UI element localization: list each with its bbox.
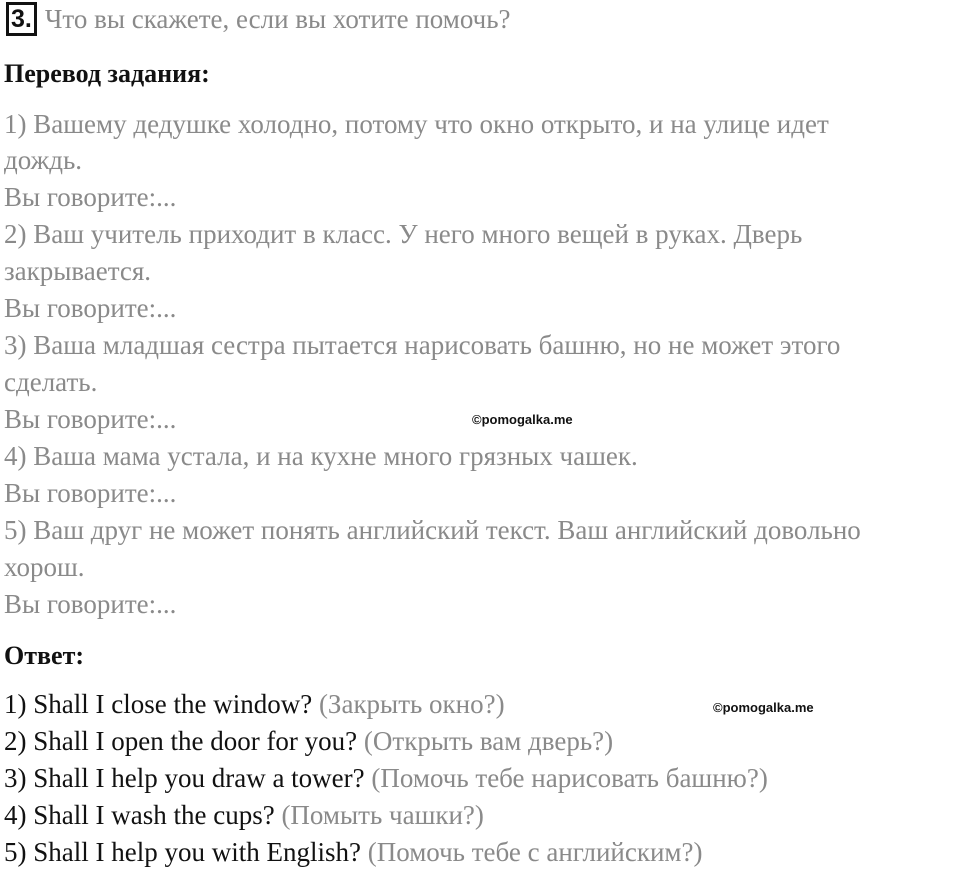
translation-line: Вы говорите:... xyxy=(4,182,177,212)
translation-line: Вы говорите:... xyxy=(4,293,177,323)
translation-line: 4) Ваша мама устала, и на кухне много грязных чашек. xyxy=(4,441,638,471)
answer-russian: (Открыть вам дверь?) xyxy=(363,726,614,756)
answer-english: 1) Shall I close the window? xyxy=(4,689,313,719)
answer-english: 3) Shall I help you draw a tower? xyxy=(4,763,365,793)
answer-russian: (Помочь тебе нарисовать башню?) xyxy=(371,763,768,793)
answer-line xyxy=(4,761,768,795)
answer-russian: (Закрыть окно?) xyxy=(318,689,505,719)
answer-english: 4) Shall I wash the cups? xyxy=(4,800,275,830)
watermark: ©pomogalka.me xyxy=(472,412,573,427)
answer-line xyxy=(4,724,613,758)
translation-line: дождь. xyxy=(4,145,83,175)
translation-heading: Перевод задания: xyxy=(4,59,210,88)
watermark: ©pomogalka.me xyxy=(713,700,814,715)
answer-line xyxy=(4,687,505,721)
translation-line: 2) Ваш учитель приходит в класс. У него много вещей в руках. Дверь xyxy=(4,219,803,249)
answer-russian: (Помыть чашки?) xyxy=(281,800,484,830)
answer-line xyxy=(4,835,702,869)
answer-line xyxy=(4,798,484,832)
translation-line: закрывается. xyxy=(4,256,152,286)
translation-line: Вы говорите:... xyxy=(4,478,177,508)
translation-line: Вы говорите:... xyxy=(4,589,177,619)
answer-english: 5) Shall I help you with English? xyxy=(4,837,361,867)
answer-heading: Ответ: xyxy=(4,641,85,670)
task-header xyxy=(6,2,511,36)
answer-russian: (Помочь тебе с английским?) xyxy=(367,837,703,867)
translation-line: 1) Вашему дедушке холодно, потому что окно открыто, и на улице идет xyxy=(4,109,829,139)
translation-line: Вы говорите:... xyxy=(4,404,177,434)
task-question: Что вы скажете, если вы хотите помочь? xyxy=(44,4,511,34)
answer-english: 2) Shall I open the door for you? xyxy=(4,726,358,756)
translation-line: 3) Ваша младшая сестра пытается нарисовать башню, но не может этого xyxy=(4,330,841,360)
translation-line: 5) Ваш друг не может понять английский текст. Ваш английский довольно xyxy=(4,515,861,545)
task-number-badge: 3. xyxy=(6,2,37,36)
translation-line: сделать. xyxy=(4,367,98,397)
translation-line: хорош. xyxy=(4,552,85,582)
